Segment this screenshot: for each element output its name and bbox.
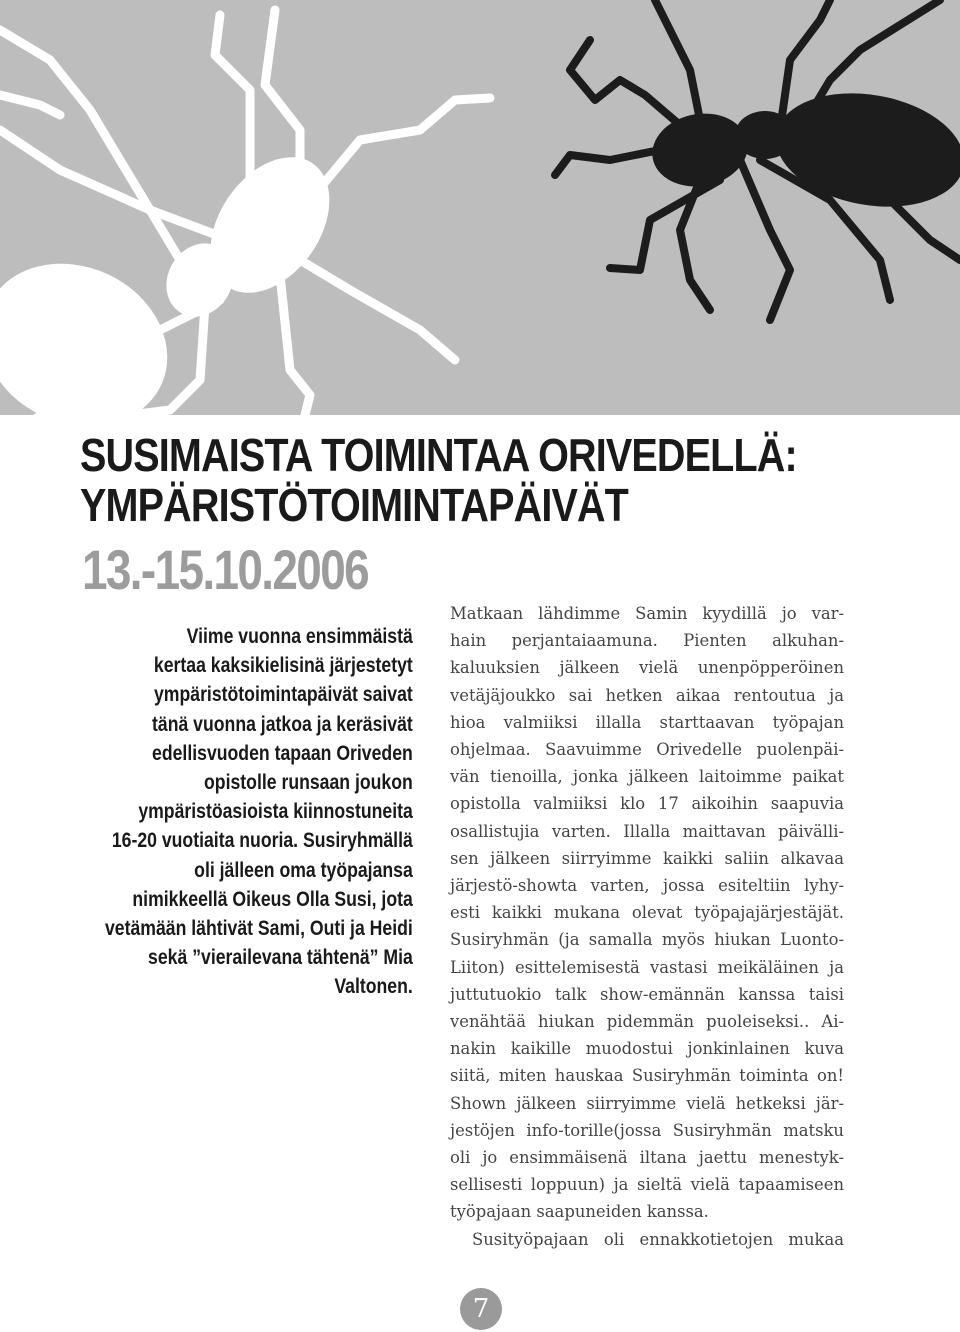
body-line: Shown jälkeen siirryimme vielä hetkeksi jär- [450, 1093, 844, 1113]
body-line: opistolla valmiiksi klo 17 aikoihin saapuvia [450, 794, 844, 814]
body-line: esti kaikki mukana olevat työpajajärjestäjät. [450, 903, 844, 923]
body-line: vetäjäjoukko sai hetken aikaa rentoutua ja [450, 685, 844, 705]
body-line: hain perjantaiaamuna. Pienten alkuhan- [450, 631, 844, 651]
body-line: Matkaan lähdimme Samin kyydillä jo var- [450, 604, 844, 623]
intro-line: vetämään lähtivät Sami, Outi ja Heidi [104, 917, 413, 941]
intro-line: opistolle runsaan joukon [204, 771, 413, 795]
body-line: siitä, miten hauskaa Susiryhmän toiminta on! [450, 1066, 844, 1086]
body-line: sellisesti loppuun) ja sieltä vielä tapaamiseen [450, 1175, 844, 1195]
intro-line: oli jälleen oma työpajansa [194, 858, 413, 882]
body-line: Liiton) esittelemisestä vastasi meikäläinen ja [450, 957, 844, 977]
title-line-2: YMPÄRISTÖTOIMINTAPÄIVÄT [80, 479, 628, 531]
intro-line: ympäristötoimintapäivät saivat [153, 683, 413, 707]
intro-line: sekä ”vierailevana tähtenä” Mia [148, 946, 413, 970]
body-line: Susityöpajaan oli ennakkotietojen mukaa [472, 1229, 844, 1249]
body-line: Susiryhmän (ja samalla myös hiukan Luonto- [450, 930, 844, 950]
body-line: ohjelmaa. Saavuimme Orivedelle puolenpäi- [450, 740, 844, 760]
intro-paragraph [60, 622, 413, 1002]
body-line: hioa valmiiksi illalla starttaavan työpajan [450, 712, 844, 732]
intro-line: Valtonen. [334, 975, 413, 999]
body-line: venähtää hiukan pidemmän puoleiseksi.. Ai- [450, 1012, 844, 1032]
body-line: nakin kaikille muodostui jonkinlainen kuva [450, 1039, 844, 1059]
intro-line: kertaa kaksikielisinä järjestetyt [153, 654, 413, 678]
body-column [450, 600, 844, 1253]
body-line: kaluuksien jälkeen vielä unenpöpperöinen [450, 658, 844, 678]
body-line: juttutuokio talk show-emännän kanssa taisi [450, 984, 844, 1004]
intro-line: 16-20 vuotiaita nuoria. Susiryhmällä [111, 829, 413, 853]
body-line: oli jo ensimmäisenä iltana jaettu menestyk- [450, 1148, 844, 1168]
body-line: työpajaan saapuneiden kanssa. [450, 1202, 709, 1222]
intro-line: tänä vuonna jatkoa ja keräsivät [152, 712, 413, 736]
intro-line: Viime vuonna ensimmäistä [186, 625, 413, 648]
article-title [80, 430, 820, 530]
white-ant-icon [0, 10, 490, 456]
event-date: 13.-15.10.2006 [82, 538, 369, 601]
black-ant-icon [555, 0, 960, 320]
body-line: vän tienoilla, jonka jälkeen laitoimme paikat [450, 767, 844, 787]
intro-line: edellisvuoden tapaan Oriveden [152, 741, 413, 765]
title-line-1: SUSIMAISTA TOIMINTAA ORIVEDELLÄ: [80, 429, 797, 481]
body-line: osallistujia varten. Illalla maittavan päivälli- [450, 821, 844, 841]
body-line: järjestö-showta varten, jossa esiteltiin lyhy- [450, 876, 844, 896]
intro-line: nimikkeellä Oikeus Olla Susi, jota [132, 887, 413, 911]
body-line: sen jälkeen siirryimme kaikki saliin alkavaa [450, 848, 844, 868]
intro-line: ympäristöasioista kiinnostuneita [138, 800, 413, 824]
page-number-badge: 7 [460, 1288, 502, 1330]
body-line: jestöjen info-torille(jossa Susiryhmän matsku [450, 1120, 844, 1140]
